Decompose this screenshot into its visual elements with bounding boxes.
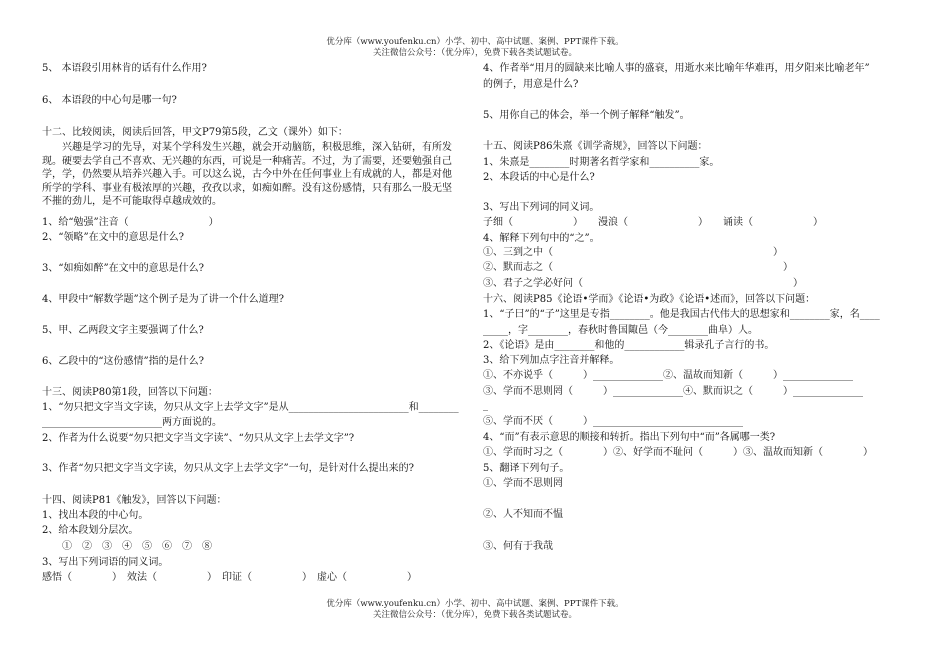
question-12-3: 3、“如痴如醉”在文中的意思是什么? [42,263,204,274]
translate-item-1: ①、学而不思则罔 [483,478,563,489]
section-14-title: 十四、阅读P81《触发》，回答以下问题： [42,495,227,506]
question-13-1-cont: ________________________两方面说的。 [42,417,222,428]
section-13-title: 十三、阅读P80第1段，回答以下问题： [42,387,218,398]
question-12-5: 5、甲、乙两段文字主要强调了什么? [42,325,204,336]
layer-numbers: ① ② ③ ④ ⑤ ⑥ ⑦ ⑧ [42,541,212,552]
reading-passage: 兴趣是学习的先导，对某个学科发生兴趣，就会开动脑筋，积极思维，深入钻研，有所发现。硬要去学自己不喜欢、无兴趣的东西，可说是一种痛苦。不过，为了需要，还要勉强自己学，学，仍然要从培养兴趣入手。可以这么说，古今中外在任何事业上有成就的人，都是对他所学的学科、事业有极浓厚的兴趣，孜孜以求，如痴如醉。没有这份感情，只有那么一股无坚不摧的劲儿，是不可能取得卓越成效的。 [42,142,452,207]
pinyin-item-5: ⑤、学而不厌（ ）______________________________ [483,416,743,427]
page-footer [0,599,950,621]
question-16-1-cont: _____，字________，春秋时鲁国陬邑（今________曲阜）人。 [483,325,758,336]
question-14-1: 1、找出本段的中心句。 [42,510,149,521]
question-14-5: 5、用你自己的体会，举一个例子解释“触发”。 [483,110,690,121]
footer-line-2: 关注微信公众号：（优分库），免费下载各类试题试卷。 [372,610,577,620]
synonym-row: 子细（ ） 漫浪（ ） 诵读（ ） [483,217,823,228]
section-12-title: 十二、比较阅读，阅读后回答，甲文P79第5段，乙文（课外）如下： [42,127,348,138]
synonym-blanks: 感悟（ ） 效法（ ） 印证（ ） 虚心（ ） [42,572,417,583]
section-15-title: 十五、阅读P86朱熹《训学斋规》，回答以下问题： [483,141,708,152]
question-12-1: 1、给“勉强”注音（ ） [42,217,219,228]
question-13-3: 3、作者“勿只把文字当文字读，勿只从文字上去学文字”一句，是针对什么提出来的? [42,463,414,474]
header-line-1: 优分库（www.youfenku.cn）小学、初中、高中试题、案例、PPT课件下载。 [326,37,624,47]
question-16-4: 4、“而”有表示意思的顺接和转折。指出下列句中“而”各属哪一类? [483,432,776,443]
page-header [0,37,950,59]
pinyin-item-3-4: ③、学而不思则罔（ ）______________④、默而识之（ ）______________ [483,386,863,397]
question-16-2: 2、《论语》是由________和他的____________辑录孔子言行的书。 [483,340,775,351]
pinyin-wrap: _ [483,400,488,411]
zhi-item-1: ①、三到之中（ ） [483,247,783,258]
zhi-item-2: ②、默而志之（ ） [483,262,793,273]
question-14-2: 2、给本段划分层次。 [42,525,139,536]
footer-line-1: 优分库（www.youfenku.cn）小学、初中、高中试题、案例、PPT课件下载。 [326,599,624,609]
question-14-3: 3、写出下列词语的同义词。 [42,557,169,568]
question-13-2: 2、作者为什么说要“勿只把文字当文字读”、“勿只从文字上去学文字”? [42,433,355,444]
question-16-3: 3、给下列加点字注音并解释。 [483,355,620,366]
question-6: 6、 本语段的中心句是哪一句? [42,95,177,106]
section-16-title: 十六、阅读P85《论语•学而》《论语•为政》《论语•述而》，回答以下问题： [483,294,816,305]
zhi-item-3: ③、君子之学必好问（ ） [483,278,803,289]
er-classification: ①、学而时习之（ ）②、好学而不耻问（ ）③、温故而知新（ ） [483,447,873,458]
translate-item-3: ③、何有于我哉 [483,541,553,552]
question-15-1: 1、朱熹是________时期著名哲学家和__________家。 [483,157,720,168]
question-12-4: 4、甲段中“解数学题”这个例子是为了讲一个什么道理? [42,294,284,305]
question-16-5: 5、翻译下列句子。 [483,463,570,474]
pinyin-item-1-2: ①、不亦说乎（ ）______________②、温故而知新（ ）______________ [483,370,853,381]
question-15-2: 2、本段话的中心是什么? [483,172,595,183]
question-12-2: 2、“领略”在文中的意思是什么? [42,232,184,243]
header-line-2: 关注微信公众号：（优分库），免费下载各类试题试卷。 [372,48,577,58]
question-15-3: 3、写出下列词的同义词。 [483,202,600,213]
question-12-6: 6、乙段中的“这份感情”指的是什么? [42,356,204,367]
question-13-1: 1、“勿只把文字当文字读，勿只从文字上去学文字”是从________________________和________ [42,402,459,413]
question-14-4-cont: 的例子，用意是什么? [483,79,579,90]
question-5: 5、 本语段引用林肯的话有什么作用? [42,63,207,74]
question-14-4: 4、作者举“用月的圆缺来比喻人事的盛衰，用逝水来比喻年华难再，用夕阳来比喻老年” [483,63,870,74]
question-15-4: 4、解释下列句中的“之”。 [483,233,600,244]
translate-item-2: ②、人不知而不愠 [483,509,563,520]
question-16-1: 1、“子曰”的“子”这里是专指________。他是我国古代伟大的思想家和________家，名____ [483,309,880,320]
